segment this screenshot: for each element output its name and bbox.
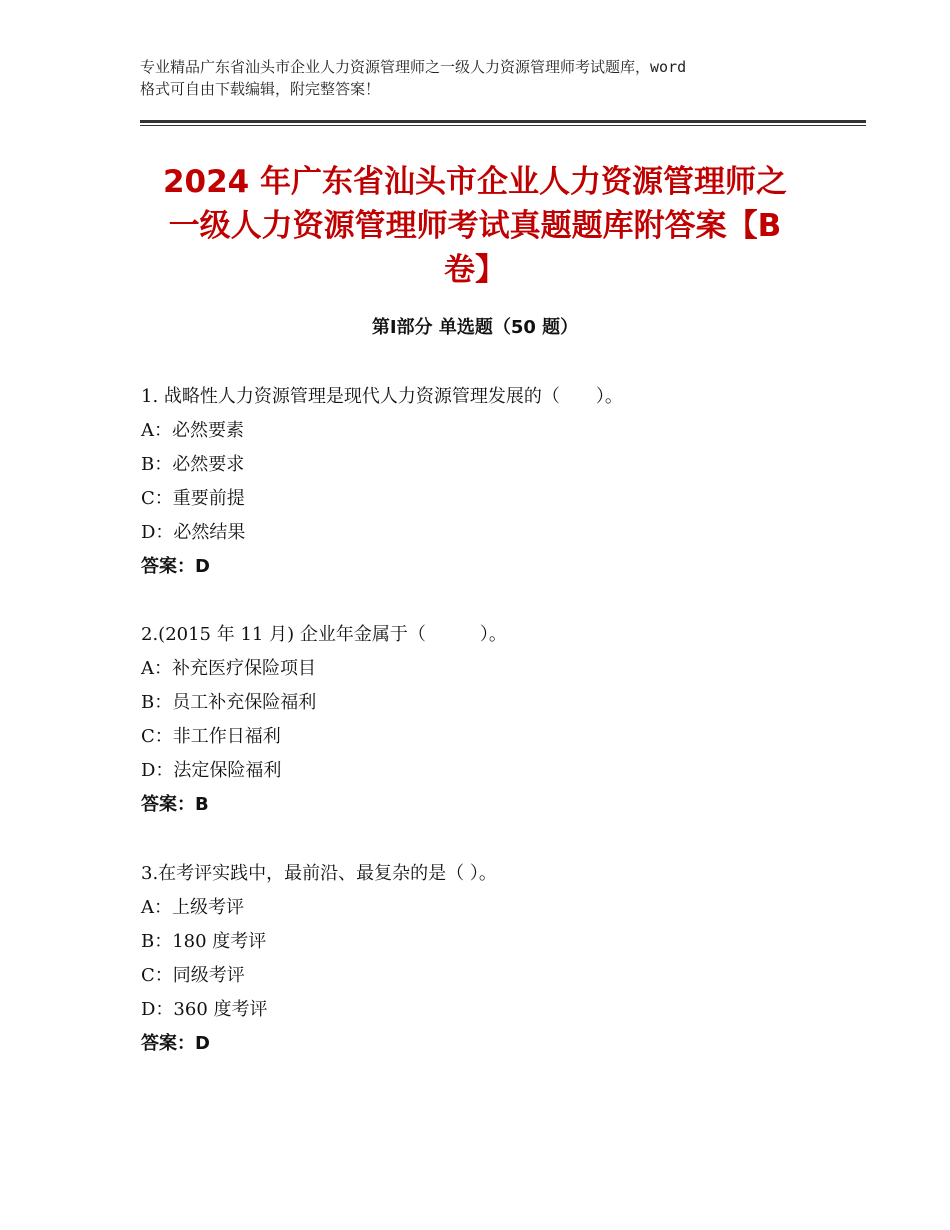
option-b: B：员工补充保险福利 <box>141 692 317 713</box>
header-note-line: 专业精品广东省汕头市企业人力资源管理师之一级人力资源管理师考试题库，word <box>140 58 687 76</box>
header-divider-thin <box>140 125 866 126</box>
answer-line: 答案：D <box>141 1033 210 1054</box>
option-c: C：同级考评 <box>141 965 245 986</box>
title-line: 一级人力资源管理师考试真题题库附答案【B <box>168 208 782 244</box>
answer-line: 答案：B <box>141 794 209 815</box>
title-line: 卷】 <box>444 252 506 288</box>
header-note-line: 格式可自由下载编辑，附完整答案！ <box>140 80 381 98</box>
question-item <box>141 857 841 1061</box>
option-a: A：补充医疗保险项目 <box>141 658 316 679</box>
question-stem: 2.(2015 年 11 月) 企业年金属于（ ）。 <box>141 624 507 645</box>
header-divider <box>140 120 866 123</box>
answer-line: 答案：D <box>141 556 210 577</box>
section-heading: 第Ⅰ部分 单选题（50 题） <box>371 317 579 338</box>
document-title <box>140 160 810 292</box>
option-c: C：非工作日福利 <box>141 726 281 747</box>
question-item <box>141 380 841 584</box>
question-stem: 3.在考评实践中，最前沿、最复杂的是（ ）。 <box>141 863 497 884</box>
option-d: D：360 度考评 <box>141 999 268 1020</box>
option-a: A：必然要素 <box>141 420 244 441</box>
header-note <box>140 56 820 100</box>
title-line: 2024 年广东省汕头市企业人力资源管理师之 <box>162 164 788 200</box>
option-c: C：重要前提 <box>141 488 245 509</box>
option-a: A：上级考评 <box>141 897 244 918</box>
option-b: B：180 度考评 <box>141 931 267 952</box>
question-item <box>141 618 841 822</box>
option-b: B：必然要求 <box>141 454 245 475</box>
option-d: D：法定保险福利 <box>141 760 282 781</box>
question-stem: 1. 战略性人力资源管理是现代人力资源管理发展的（ ）。 <box>141 386 623 407</box>
option-d: D：必然结果 <box>141 522 246 543</box>
